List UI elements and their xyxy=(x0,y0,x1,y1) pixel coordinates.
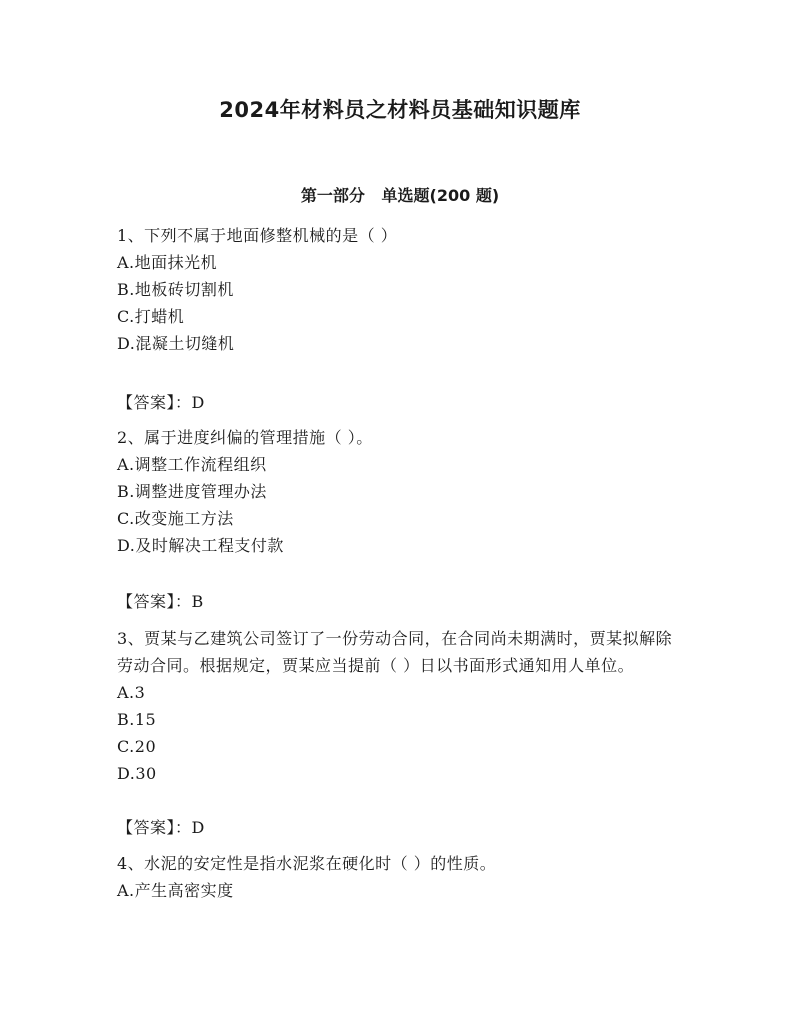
question-stem: 1、下列不属于地面修整机械的是（ ） xyxy=(117,226,398,245)
section-title: 第一部分 单选题(200 题) xyxy=(300,186,500,205)
question-stem: 3、贾某与乙建筑公司签订了一份劳动合同，在合同尚未期满时，贾某拟解除劳动合同。根据规定，贾某应当提前（ ）日以书面形式通知用人单位。 xyxy=(117,629,673,675)
option-a: A.调整工作流程组织 xyxy=(117,455,267,474)
document-title: 2024年材料员之材料员基础知识题库 xyxy=(219,98,581,122)
answer-label: 【答案】：B xyxy=(117,592,204,611)
option-a: A.3 xyxy=(117,683,146,702)
option-c: C.改变施工方法 xyxy=(117,509,234,528)
option-c: C.20 xyxy=(117,737,157,756)
option-b: B.地板砖切割机 xyxy=(117,280,234,299)
question-item xyxy=(117,850,687,904)
option-d: D.30 xyxy=(117,764,157,783)
question-stem: 4、水泥的安定性是指水泥浆在硬化时（ ）的性质。 xyxy=(117,854,497,873)
option-b: B.调整进度管理办法 xyxy=(117,482,267,501)
option-d: D.混凝土切缝机 xyxy=(117,334,235,353)
question-list xyxy=(117,222,687,904)
option-b: B.15 xyxy=(117,710,157,729)
answer-label: 【答案】：D xyxy=(117,818,205,837)
question-item xyxy=(117,222,687,416)
option-a: A.地面抹光机 xyxy=(117,253,218,272)
question-stem: 2、属于进度纠偏的管理措施（ ）。 xyxy=(117,428,373,447)
option-d: D.及时解决工程支付款 xyxy=(117,536,284,555)
option-c: C.打蜡机 xyxy=(117,307,185,326)
question-item xyxy=(117,424,687,615)
question-item xyxy=(117,625,687,841)
answer-label: 【答案】：D xyxy=(117,393,205,412)
option-a: A.产生高密实度 xyxy=(117,881,234,900)
